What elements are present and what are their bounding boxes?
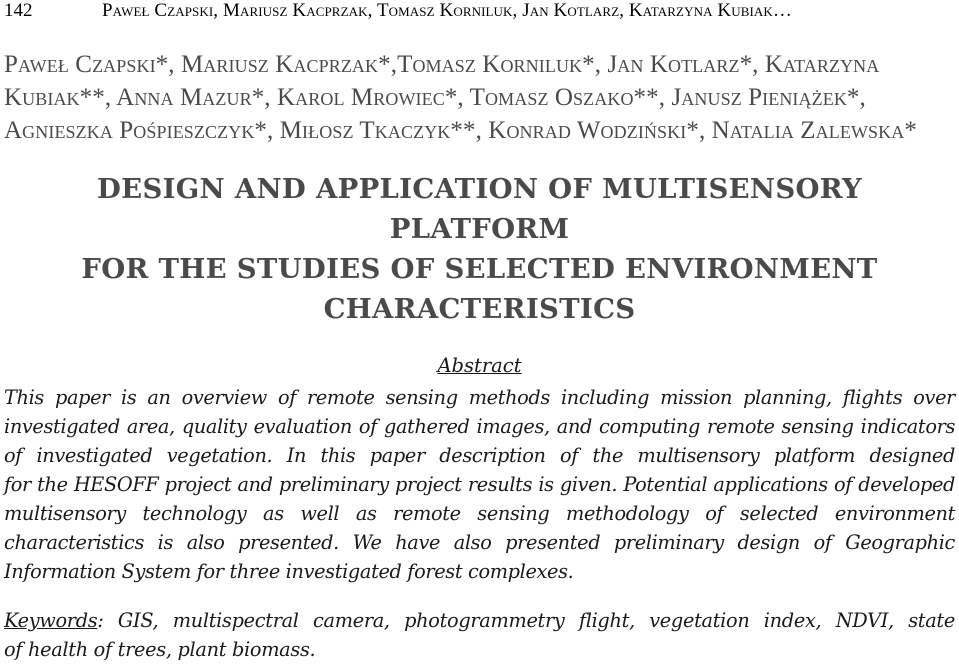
- abstract-line: investigated area, quality evaluation of gathered images, and computing remote sensing indicators: [4, 415, 955, 438]
- keywords: [4, 606, 955, 664]
- page-number: 142: [4, 0, 33, 21]
- keywords-label: Keywords: [4, 609, 98, 632]
- abstract-heading: Abstract: [437, 354, 522, 377]
- abstract-line: for the HESOFF project and preliminary project results is given. Potential applications of developed: [4, 473, 955, 496]
- title-line: FOR THE STUDIES OF SELECTED ENVIRONMENT: [81, 253, 878, 285]
- running-header-authors: Paweł Czapski, Mariusz Kacprzak, Tomasz Korniluk, Jan Kotlarz, Katarzyna Kubiak…: [102, 0, 792, 21]
- keywords-line: of health of trees, plant biomass.: [4, 638, 316, 661]
- running-header: [4, 0, 955, 24]
- author-line: Kubiak**, Anna Mazur*, Karol Mrowiec*, Tomasz Oszako**, Janusz Pieniążek*,: [4, 84, 866, 111]
- abstract-line: This paper is an overview of remote sensing methods including mission planning, flights over: [4, 386, 955, 409]
- title-line: DESIGN AND APPLICATION OF MULTISENSORY PLATFORM: [97, 173, 862, 245]
- keywords-line: [4, 606, 955, 635]
- abstract-body: [4, 383, 955, 586]
- keywords-text: GIS, multispectral camera, photogrammetry flight, vegetation index, NDVI, state: [117, 609, 955, 632]
- author-line: Paweł Czapski*, Mariusz Kacprzak*,Tomasz Korniluk*, Jan Kotlarz*, Katarzyna: [4, 51, 880, 78]
- abstract-line: of investigated vegetation. In this paper description of the multisensory platform designed: [4, 444, 955, 467]
- abstract-line: Information System for three investigated forest complexes.: [4, 560, 574, 583]
- abstract-line: multisensory technology as well as remote sensing methodology of selected environment: [4, 502, 955, 525]
- abstract-line: characteristics is also presented. We have also presented preliminary design of Geographic: [4, 531, 955, 554]
- title-line: CHARACTERISTICS: [323, 293, 636, 325]
- paper-title: [4, 169, 955, 329]
- author-list: [4, 48, 955, 147]
- author-line: Agnieszka Pośpieszczyk*, Miłosz Tkaczyk**, Konrad Wodziński*, Natalia Zalewska*: [4, 117, 917, 144]
- keywords-separator: :: [97, 609, 118, 632]
